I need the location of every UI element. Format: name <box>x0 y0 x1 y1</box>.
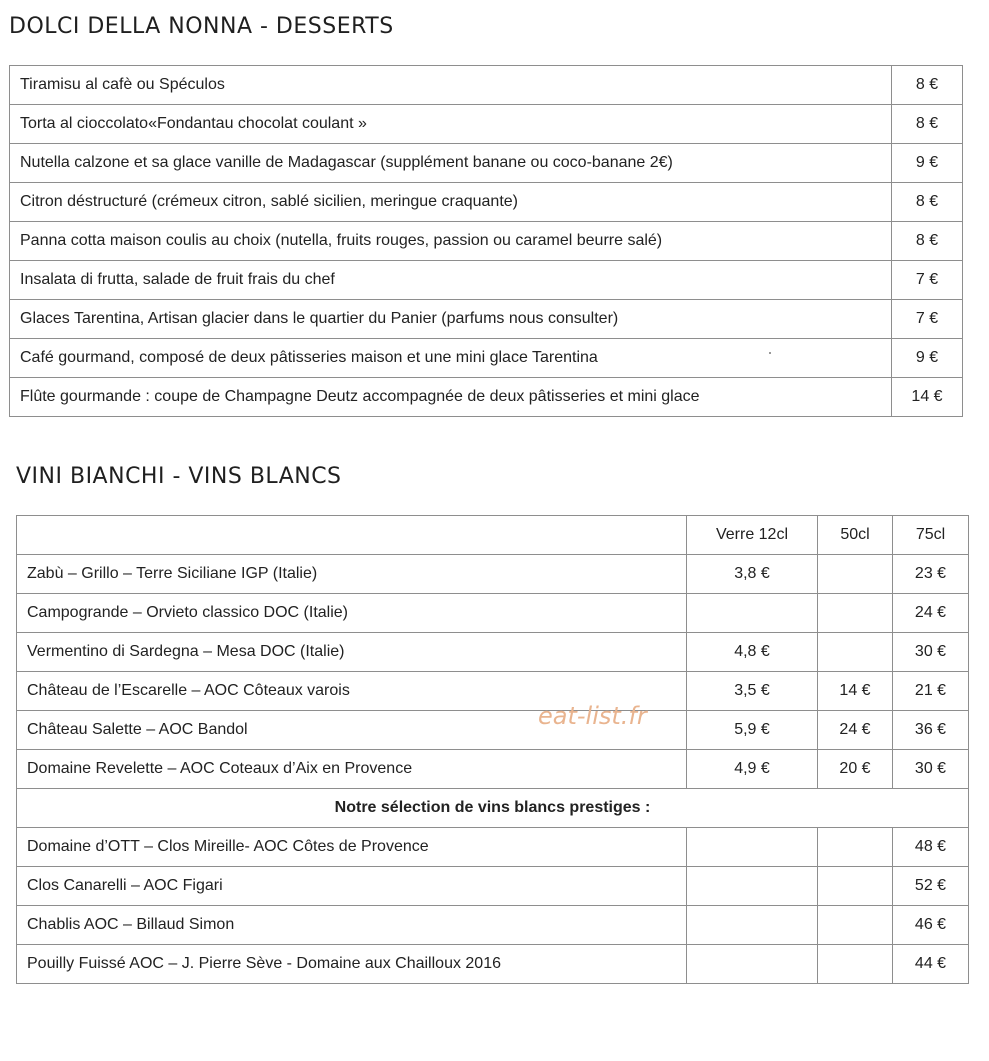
table-row <box>17 828 969 867</box>
wine-price-75cl: 30 € <box>893 750 969 789</box>
wine-price-50cl <box>818 906 893 945</box>
table-row <box>10 222 963 261</box>
prestige-heading-row <box>17 789 969 828</box>
wine-price-75cl: 36 € <box>893 711 969 750</box>
wine-name: Pouilly Fuissé AOC – J. Pierre Sève - Domaine aux Chailloux 2016 <box>17 945 687 984</box>
table-row <box>17 750 969 789</box>
wine-price-75cl: 44 € <box>893 945 969 984</box>
wine-price-75cl: 24 € <box>893 594 969 633</box>
dessert-name: Nutella calzone et sa glace vanille de Madagascar (supplément banane ou coco-banane 2€) <box>10 144 892 183</box>
table-row <box>10 144 963 183</box>
dessert-price: 7 € <box>892 300 963 339</box>
wine-price-glass <box>687 945 818 984</box>
dessert-price: 8 € <box>892 105 963 144</box>
wine-name: Vermentino di Sardegna – Mesa DOC (Italie) <box>17 633 687 672</box>
wine-price-glass: 3,5 € <box>687 672 818 711</box>
column-header-glass: Verre 12cl <box>687 516 818 555</box>
wine-name: Domaine d’OTT – Clos Mireille- AOC Côtes de Provence <box>17 828 687 867</box>
wine-name: Château de l’Escarelle – AOC Côteaux varois <box>17 672 687 711</box>
table-row <box>10 339 963 378</box>
wine-price-75cl: 46 € <box>893 906 969 945</box>
dessert-price: 7 € <box>892 261 963 300</box>
dessert-price: 9 € <box>892 144 963 183</box>
wine-price-75cl: 52 € <box>893 867 969 906</box>
white-wines-table <box>16 515 969 984</box>
dessert-price: 8 € <box>892 183 963 222</box>
prestige-heading: Notre sélection de vins blancs prestiges : <box>17 789 969 828</box>
wine-price-glass: 4,8 € <box>687 633 818 672</box>
column-header <box>17 516 687 555</box>
table-row <box>17 945 969 984</box>
dessert-name: Tiramisu al cafè ou Spéculos <box>10 66 892 105</box>
table-row <box>17 711 969 750</box>
wine-price-glass: 4,9 € <box>687 750 818 789</box>
wine-price-glass: 3,8 € <box>687 555 818 594</box>
stray-dot <box>769 352 771 354</box>
desserts-title: DOLCI DELLA NONNA - DESSERTS <box>9 14 394 39</box>
wine-name: Zabù – Grillo – Terre Siciliane IGP (Italie) <box>17 555 687 594</box>
wine-price-glass <box>687 867 818 906</box>
dessert-name: Torta al cioccolato«Fondantau chocolat coulant » <box>10 105 892 144</box>
table-row <box>17 633 969 672</box>
wine-price-50cl <box>818 594 893 633</box>
table-row <box>17 867 969 906</box>
dessert-price: 8 € <box>892 66 963 105</box>
dessert-name: Insalata di frutta, salade de fruit frais du chef <box>10 261 892 300</box>
table-row <box>10 66 963 105</box>
table-row <box>17 906 969 945</box>
table-row <box>10 183 963 222</box>
wine-price-50cl <box>818 945 893 984</box>
table-row <box>10 261 963 300</box>
wine-price-75cl: 23 € <box>893 555 969 594</box>
desserts-table <box>9 65 963 417</box>
wine-price-glass <box>687 906 818 945</box>
dessert-name: Citron déstructuré (crémeux citron, sablé sicilien, meringue craquante) <box>10 183 892 222</box>
dessert-name: Panna cotta maison coulis au choix (nutella, fruits rouges, passion ou caramel beurre salé) <box>10 222 892 261</box>
table-row <box>10 378 963 417</box>
wine-price-50cl <box>818 867 893 906</box>
wine-price-glass: 5,9 € <box>687 711 818 750</box>
dessert-price: 14 € <box>892 378 963 417</box>
wine-price-75cl: 48 € <box>893 828 969 867</box>
wine-price-50cl <box>818 633 893 672</box>
table-row <box>10 105 963 144</box>
wine-name: Château Salette – AOC Bandol <box>17 711 687 750</box>
table-row <box>17 594 969 633</box>
wines-title: VINI BIANCHI - VINS BLANCS <box>16 464 342 489</box>
column-header-50cl: 50cl <box>818 516 893 555</box>
table-row <box>10 300 963 339</box>
wine-name: Domaine Revelette – AOC Coteaux d’Aix en Provence <box>17 750 687 789</box>
dessert-price: 8 € <box>892 222 963 261</box>
table-row <box>17 672 969 711</box>
wine-price-glass <box>687 594 818 633</box>
column-header-75cl: 75cl <box>893 516 969 555</box>
dessert-name: Glaces Tarentina, Artisan glacier dans le quartier du Panier (parfums nous consulter) <box>10 300 892 339</box>
table-row <box>17 555 969 594</box>
dessert-name: Flûte gourmande : coupe de Champagne Deutz accompagnée de deux pâtisseries et mini glace <box>10 378 892 417</box>
wine-name: Clos Canarelli – AOC Figari <box>17 867 687 906</box>
wine-price-50cl <box>818 555 893 594</box>
wine-price-50cl: 24 € <box>818 711 893 750</box>
table-header-row <box>17 516 969 555</box>
watermark: eat-list.fr <box>538 702 647 730</box>
wine-price-50cl <box>818 828 893 867</box>
dessert-price: 9 € <box>892 339 963 378</box>
dessert-name: Café gourmand, composé de deux pâtisseries maison et une mini glace Tarentina <box>10 339 892 378</box>
wine-price-50cl: 20 € <box>818 750 893 789</box>
wine-price-glass <box>687 828 818 867</box>
wine-price-75cl: 30 € <box>893 633 969 672</box>
wine-price-75cl: 21 € <box>893 672 969 711</box>
wine-price-50cl: 14 € <box>818 672 893 711</box>
wine-name: Campogrande – Orvieto classico DOC (Italie) <box>17 594 687 633</box>
wine-name: Chablis AOC – Billaud Simon <box>17 906 687 945</box>
